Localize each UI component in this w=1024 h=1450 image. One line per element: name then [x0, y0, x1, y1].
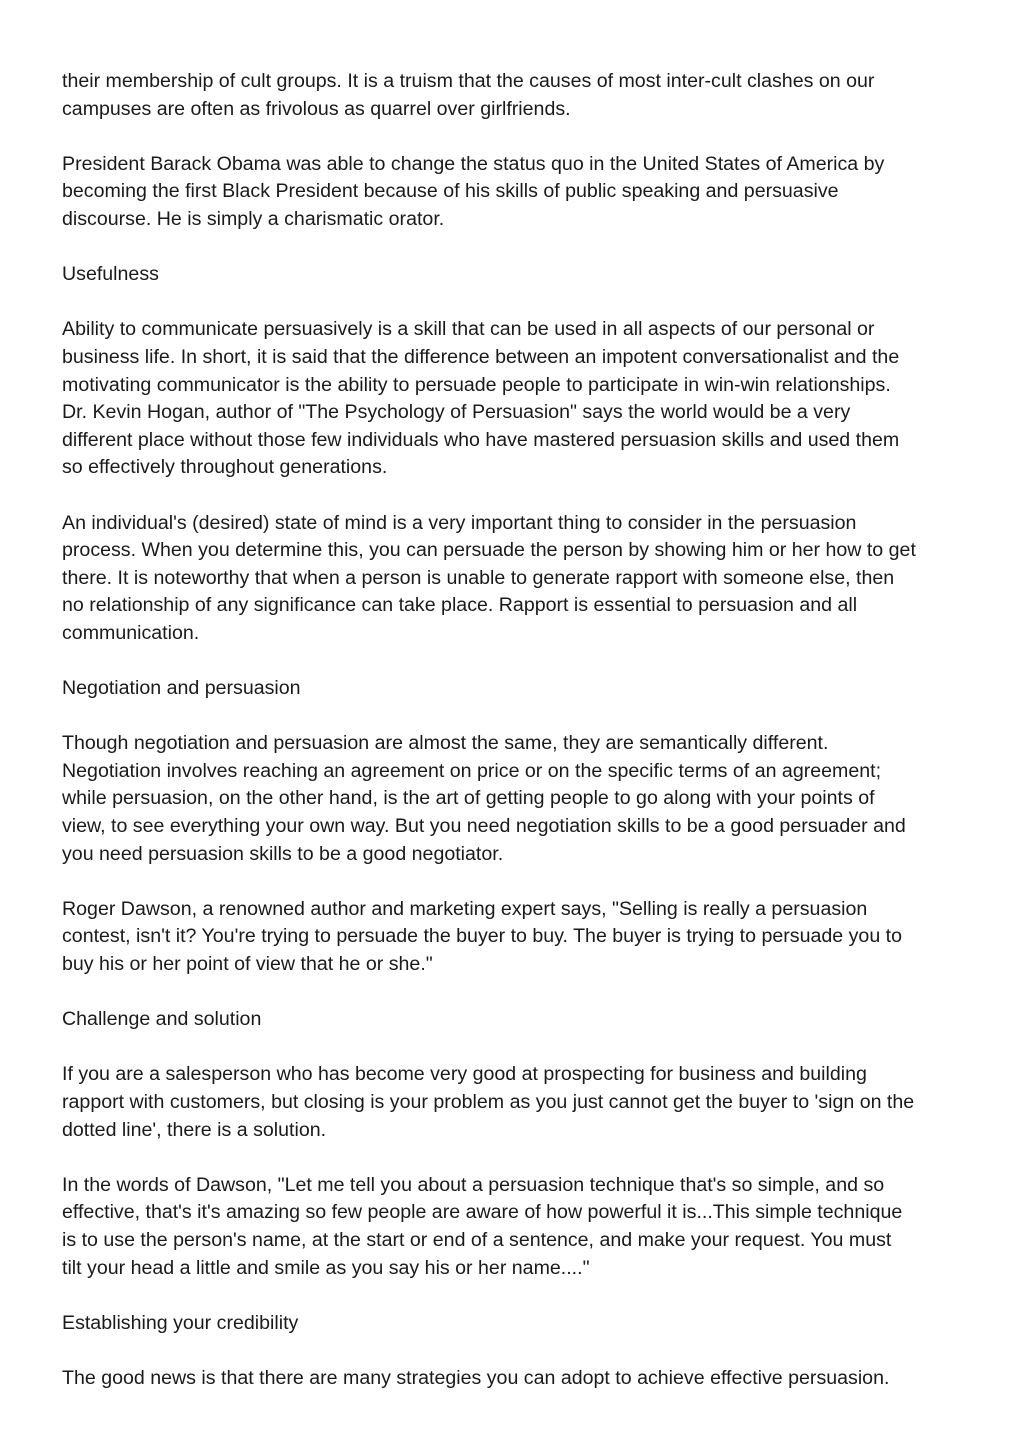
section-heading-credibility: [62, 1310, 972, 1338]
text-line: is to use the person's name, at the start or end of a sentence, and make your request. You must: [62, 1228, 892, 1251]
heading-text: Establishing your credibility: [62, 1311, 299, 1334]
paragraph-salesperson: [62, 1061, 972, 1144]
text-line: An individual's (desired) state of mind is a very important thing to consider in the persuasion: [62, 511, 857, 534]
paragraph-communicate-persuasively: [62, 316, 972, 482]
section-heading-negotiation: [62, 675, 972, 703]
text-line: no relationship of any significance can take place. Rapport is essential to persuasion and all: [62, 594, 858, 617]
paragraph-dawson-quote: [62, 1172, 972, 1282]
document-page: [62, 68, 972, 1420]
text-line: different place without those few individuals who have mastered persuasion skills and used them: [62, 428, 900, 451]
text-line: contest, isn't it? You're trying to persuade the buyer to buy. The buyer is trying to persuade you to: [62, 925, 902, 948]
text-line: President Barack Obama was able to change the status quo in the United States of America by: [62, 152, 885, 175]
text-line: process. When you determine this, you can persuade the person by showing him or her how to get: [62, 539, 916, 562]
text-line: campuses are often as frivolous as quarrel over girlfriends.: [62, 97, 571, 120]
paragraph-state-of-mind: [62, 510, 972, 648]
text-line: motivating communicator is the ability to persuade people to participate in win-win relationships.: [62, 373, 891, 396]
heading-text: Challenge and solution: [62, 1008, 262, 1031]
text-line: buy his or her point of view that he or she.": [62, 953, 433, 975]
text-line: while persuasion, on the other hand, is the art of getting people to go along with your points of: [62, 787, 875, 810]
text-line: discourse. He is simply a charismatic orator.: [62, 207, 445, 230]
text-line: becoming the first Black President because of his skills of public speaking and persuasive: [62, 180, 839, 203]
text-line: view, to see everything your own way. But you need negotiation skills to be a good persuader and: [62, 815, 906, 838]
paragraph-roger-dawson: [62, 896, 972, 979]
paragraph-good-news: [62, 1365, 972, 1393]
text-line: The good news is that there are many strategies you can adopt to achieve effective persuasion.: [62, 1366, 890, 1389]
text-line: dotted line', there is a solution.: [62, 1118, 327, 1141]
text-line: Ability to communicate persuasively is a skill that can be used in all aspects of our personal or: [62, 318, 875, 341]
paragraph-obama: [62, 151, 972, 234]
text-line: effective, that's it's amazing so few people are aware of how powerful it is...This simple technique: [62, 1201, 903, 1224]
text-line: tilt your head a little and smile as you say his or her name....": [62, 1256, 590, 1279]
section-heading-challenge: [62, 1006, 972, 1034]
section-heading-usefulness: [62, 261, 972, 289]
text-line: Though negotiation and persuasion are almost the same, they are semantically different.: [62, 732, 829, 755]
text-line: Roger Dawson, a renowned author and marketing expert says, "Selling is really a persuasion: [62, 897, 868, 920]
text-line: communication.: [62, 621, 200, 644]
text-line: you need persuasion skills to be a good negotiator.: [62, 842, 504, 865]
text-line: In the words of Dawson, "Let me tell you about a persuasion technique that's so simple, and so: [62, 1173, 885, 1196]
text-line: their membership of cult groups. It is a truism that the causes of most inter-cult clashes on our: [62, 70, 875, 92]
paragraph-negotiation-vs-persuasion: [62, 730, 972, 868]
heading-text: Negotiation and persuasion: [62, 677, 301, 700]
text-line: rapport with customers, but closing is your problem as you just cannot get the buyer to 'sign on the: [62, 1090, 915, 1113]
text-line: Dr. Kevin Hogan, author of "The Psychology of Persuasion" says the world would be a very: [62, 401, 851, 424]
text-line: business life. In short, it is said that the difference between an impotent conversationalist and the: [62, 345, 900, 368]
text-line: there. It is noteworthy that when a person is unable to generate rapport with someone else, then: [62, 566, 895, 589]
paragraph-cult-groups: [62, 68, 972, 123]
heading-text: Usefulness: [62, 263, 159, 286]
text-line: Negotiation involves reaching an agreement on price or on the specific terms of an agreement;: [62, 759, 882, 782]
text-line: so effectively throughout generations.: [62, 456, 388, 479]
text-line: If you are a salesperson who has become very good at prospecting for business and building: [62, 1063, 867, 1086]
